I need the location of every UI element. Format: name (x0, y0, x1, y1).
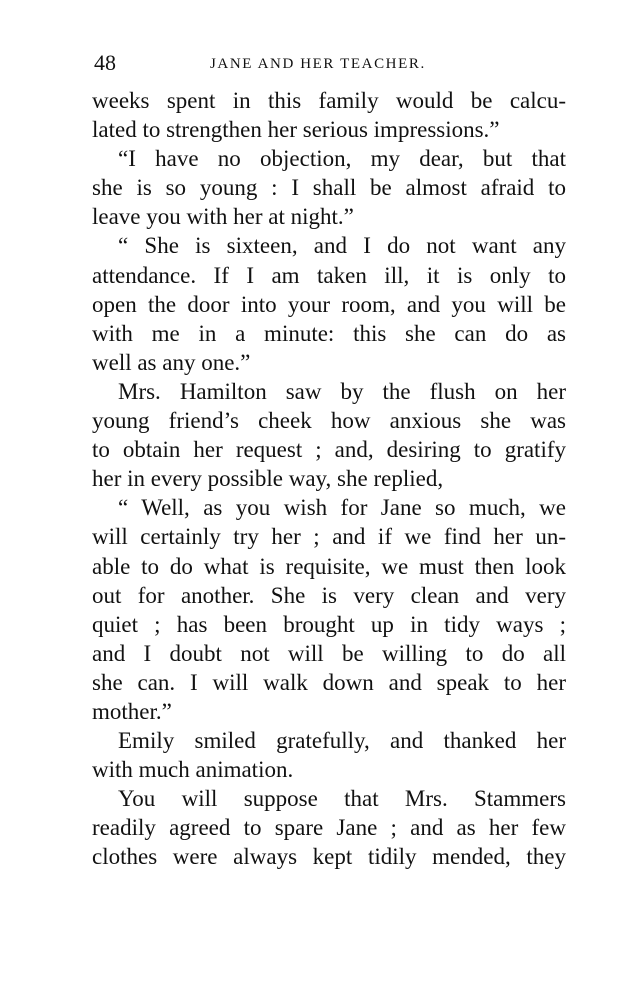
text-line: she is so young : I shall be almost afraid to (92, 175, 566, 201)
page-header (94, 50, 544, 76)
text-line: You will suppose that Mrs. Stammers (118, 786, 566, 812)
page-number: 48 (94, 50, 116, 75)
text-line: well as any one.” (92, 349, 251, 375)
text-line: quiet ; has been brought up in tidy ways ; (92, 611, 566, 637)
text-line: to obtain her request ; and, desiring to gratify (92, 437, 566, 463)
text-line: weeks spent in this family would be calcu- (92, 88, 566, 113)
text-line: she can. I will walk down and speak to her (92, 669, 566, 695)
text-line: and I doubt not will be willing to do all (92, 640, 566, 666)
text-line: out for another. She is very clean and very (92, 582, 566, 608)
text-line: “ Well, as you wish for Jane so much, we (118, 495, 566, 521)
text-line: Mrs. Hamilton saw by the flush on her (118, 378, 566, 404)
text-line: “ She is sixteen, and I do not want any (118, 233, 566, 259)
text-line: Emily smiled gratefully, and thanked her (118, 728, 566, 754)
text-line: attendance. If I am taken ill, it is only to (92, 262, 566, 288)
text-line: her in every possible way, she replied, (92, 466, 444, 492)
page-text (92, 86, 566, 872)
text-line: young friend’s cheek how anxious she was (92, 408, 566, 434)
running-title: JANE AND HER TEACHER. (210, 56, 426, 72)
text-line: leave you with her at night.” (92, 204, 354, 230)
text-line: able to do what is requisite, we must then look (92, 553, 566, 579)
text-line: open the door into your room, and you will be (92, 291, 566, 317)
text-line: with much animation. (92, 757, 294, 783)
text-line: clothes were always kept tidily mended, they (92, 844, 566, 870)
text-line: “I have no objection, my dear, but that (118, 146, 566, 172)
text-line: mother.” (92, 698, 172, 724)
text-line: lated to strengthen her serious impressions.” (92, 117, 500, 143)
text-line: with me in a minute: this she can do as (92, 320, 566, 346)
text-line: readily agreed to spare Jane ; and as her few (92, 815, 566, 841)
text-line: will certainly try her ; and if we find her un- (92, 524, 566, 550)
